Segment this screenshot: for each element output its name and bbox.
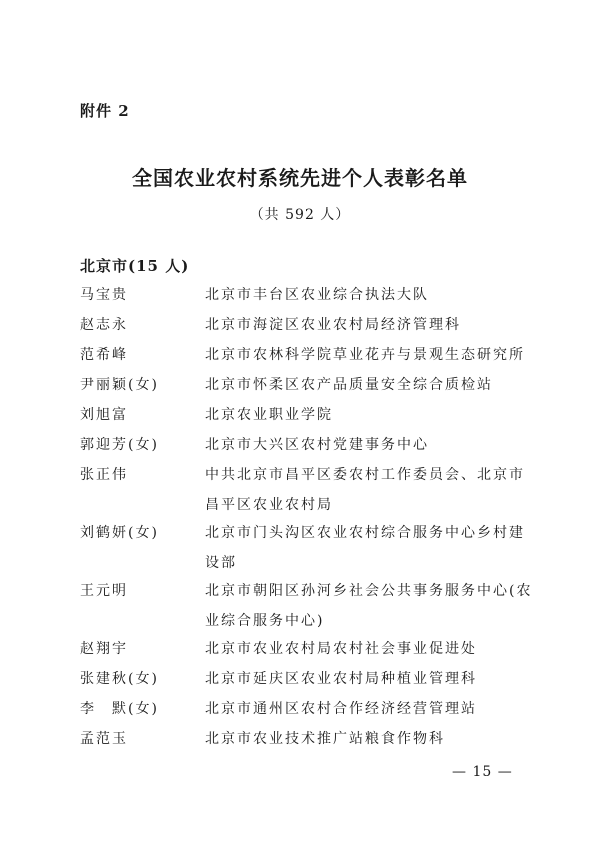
- document-subtitle: （共 592 人）: [249, 207, 351, 223]
- person-unit: 北京市海淀区农业农村局经济管理科: [205, 317, 461, 333]
- person-unit: 北京市延庆区农业农村局种植业管理科: [205, 671, 477, 687]
- person-unit: 北京市大兴区农村党建事务中心: [205, 437, 429, 453]
- person-name: 赵翔宇: [80, 641, 128, 657]
- person-name: 马宝贵: [80, 287, 128, 303]
- person-unit: 北京市农林科学院草业花卉与景观生态研究所: [205, 347, 525, 363]
- person-name: 李 默(女): [80, 701, 159, 717]
- person-name: 刘旭富: [80, 407, 128, 423]
- list-item: [80, 518, 540, 578]
- list-item: [80, 724, 540, 754]
- list-item: [80, 460, 540, 520]
- page-number: — 15 —: [452, 764, 513, 780]
- region-heading: 北京市(15 人): [80, 257, 190, 275]
- person-name: 范希峰: [80, 347, 128, 363]
- person-name: 赵志永: [80, 317, 128, 333]
- list-item: [80, 664, 540, 694]
- list-item: [80, 400, 540, 430]
- person-name: 郭迎芳(女): [80, 437, 159, 453]
- person-unit: 北京市丰台区农业综合执法大队: [205, 287, 429, 303]
- person-name: 张正伟: [80, 467, 128, 483]
- list-item: [80, 576, 540, 636]
- person-name: 刘鹤妍(女): [80, 525, 159, 541]
- list-item: [80, 430, 540, 460]
- person-name: 张建秋(女): [80, 671, 159, 687]
- list-item: [80, 370, 540, 400]
- person-name: 尹丽颖(女): [80, 377, 159, 393]
- list-item: [80, 634, 540, 664]
- list-item: [80, 694, 540, 724]
- list-item: [80, 340, 540, 370]
- person-unit: 北京市通州区农村合作经济经营管理站: [205, 701, 477, 717]
- document-title: 全国农业农村系统先进个人表彰名单: [132, 166, 468, 190]
- person-name: 王元明: [80, 583, 128, 599]
- person-unit: 北京市农业技术推广站粮食作物科: [205, 731, 445, 747]
- person-unit: 北京市怀柔区农产品质量安全综合质检站: [205, 377, 493, 393]
- list-item: [80, 280, 540, 310]
- person-unit: 北京市农业农村局农村社会事业促进处: [205, 641, 477, 657]
- list-item: [80, 310, 540, 340]
- person-name: 孟范玉: [80, 731, 128, 747]
- person-unit: 北京市门头沟区农业农村综合服务中心乡村建设部: [205, 525, 525, 571]
- attachment-label: 附件 2: [80, 102, 130, 120]
- person-unit: 中共北京市昌平区委农村工作委员会、北京市昌平区农业农村局: [205, 467, 525, 513]
- person-unit: 北京市朝阳区孙河乡社会公共事务服务中心(农业综合服务中心): [205, 583, 533, 629]
- person-unit: 北京农业职业学院: [205, 407, 333, 423]
